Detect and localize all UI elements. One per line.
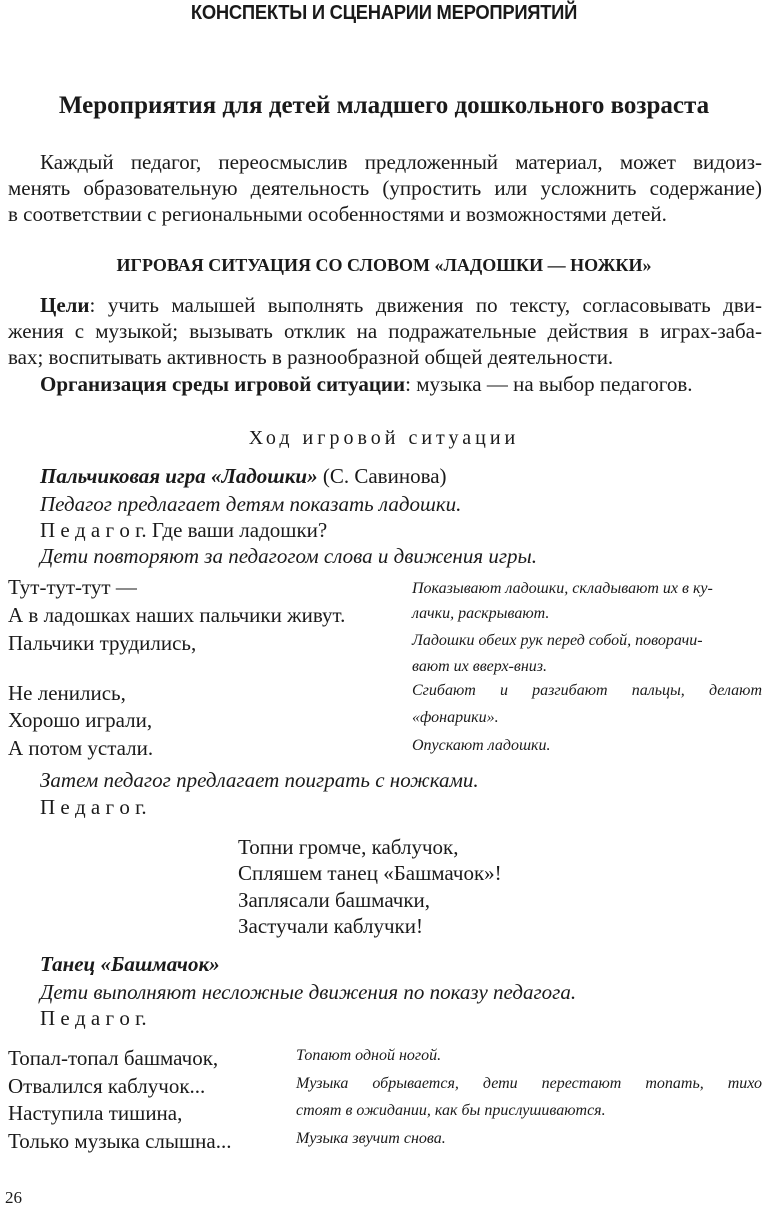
transition-text: Затем педагог предлагает поиграть с ножками. (40, 768, 479, 792)
poem3-action: Музыка обрывается, дети перестают топать, тихо (296, 1075, 762, 1092)
dance-title: Танец «Башмачок» (40, 952, 220, 976)
poem2-verse: Спляшем танец «Башмачок»! (238, 861, 502, 885)
poem2-verse: Заплясали башмачки, (238, 888, 431, 912)
finger-game-speech (40, 517, 327, 543)
environment-label: Организация среды игровой ситуации (40, 372, 406, 396)
poem1-verse: А потом устали. (8, 736, 154, 760)
poem1-action: Сгибают и разгибают пальцы, делают (412, 682, 762, 699)
poem3-action: Музыка звучит снова. (296, 1130, 446, 1147)
poem1-verse: Тут-тут-тут — (8, 575, 137, 599)
poem1-verse: А в ладошках наших пальчики живут. (8, 603, 346, 627)
poem1-verse: Не ленились, (8, 681, 126, 705)
speaker-label: П е д а г о г. (40, 1006, 147, 1030)
poem1-verse: Пальчики трудились, (8, 631, 197, 655)
poem1-action: Ладошки обеих рук перед собой, поворачи- (412, 632, 703, 649)
poem1-action: Опускают ладошки. (412, 737, 551, 754)
poem3-verse: Отвалился каблучок... (8, 1074, 206, 1098)
finger-game-instruction: Педагог предлагает детям показать ладошки. (40, 492, 462, 516)
poem3-verse: Топал-топал башмачок, (8, 1046, 219, 1070)
poem1-action: вают их вверх-вниз. (412, 658, 547, 675)
poem3-action: стоят в ожидании, как бы прислушиваются. (296, 1102, 606, 1119)
poem2-verse: Топни громче, каблучок, (238, 835, 459, 859)
environment-line (40, 371, 693, 397)
finger-game-note: Дети повторяют за педагогом слова и движения игры. (40, 544, 538, 568)
poem1-action: Показывают ладошки, складывают их в ку- (412, 580, 713, 597)
course-heading: Ход игровой ситуации (248, 427, 520, 449)
page-number: 26 (5, 1188, 22, 1207)
goals-line: жения с музыкой; вызывать отклик на подражательные действия в играх-заба- (8, 319, 762, 343)
poem2-verse: Застучали каблучки! (238, 914, 423, 938)
finger-game-author: (С. Савинова) (317, 464, 447, 488)
intro-line: в соответствии с региональными особенностями и возможностями детей. (8, 202, 667, 226)
finger-game-title (40, 463, 447, 489)
goals-line: вах; воспитывать активность в разнообразной общей деятельности. (8, 345, 614, 369)
poem3-action: Топают одной ногой. (296, 1047, 442, 1064)
speech-text: Где ваши ладошки? (146, 518, 328, 542)
poem3-verse: Наступила тишина, (8, 1101, 183, 1125)
environment-text: : музыка — на выбор педагогов. (405, 372, 693, 396)
poem3-verse: Только музыка слышна... (8, 1129, 232, 1153)
goals-line (40, 292, 762, 318)
page-title: Мероприятия для детей младшего дошкольного возраста (58, 92, 710, 119)
poem1-verse: Хорошо играли, (8, 708, 153, 732)
intro-line: Каждый педагог, переосмыслив предложенный материал, может видоиз- (40, 150, 762, 174)
running-header: КОНСПЕКТЫ И СЦЕНАРИИ МЕРОПРИЯТИЙ (190, 2, 578, 24)
goals-text: : учить малышей выполнять движения по тексту, согласовывать дви- (89, 293, 762, 317)
section-title: ИГРОВАЯ СИТУАЦИЯ СО СЛОВОМ «ЛАДОШКИ — НОЖКИ» (116, 255, 652, 275)
goals-label: Цели (40, 293, 90, 317)
speaker-label: П е д а г о г. (40, 795, 147, 819)
speaker-label: П е д а г о г. (40, 518, 147, 542)
poem1-action: лачки, раскрывают. (412, 605, 550, 622)
intro-line: менять образовательную деятельность (упростить или усложнить содержание) (8, 176, 762, 200)
dance-instruction: Дети выполняют несложные движения по показу педагога. (40, 980, 577, 1004)
finger-game-name: Пальчиковая игра «Ладошки» (40, 464, 318, 488)
poem1-action: «фонарики». (412, 709, 499, 726)
